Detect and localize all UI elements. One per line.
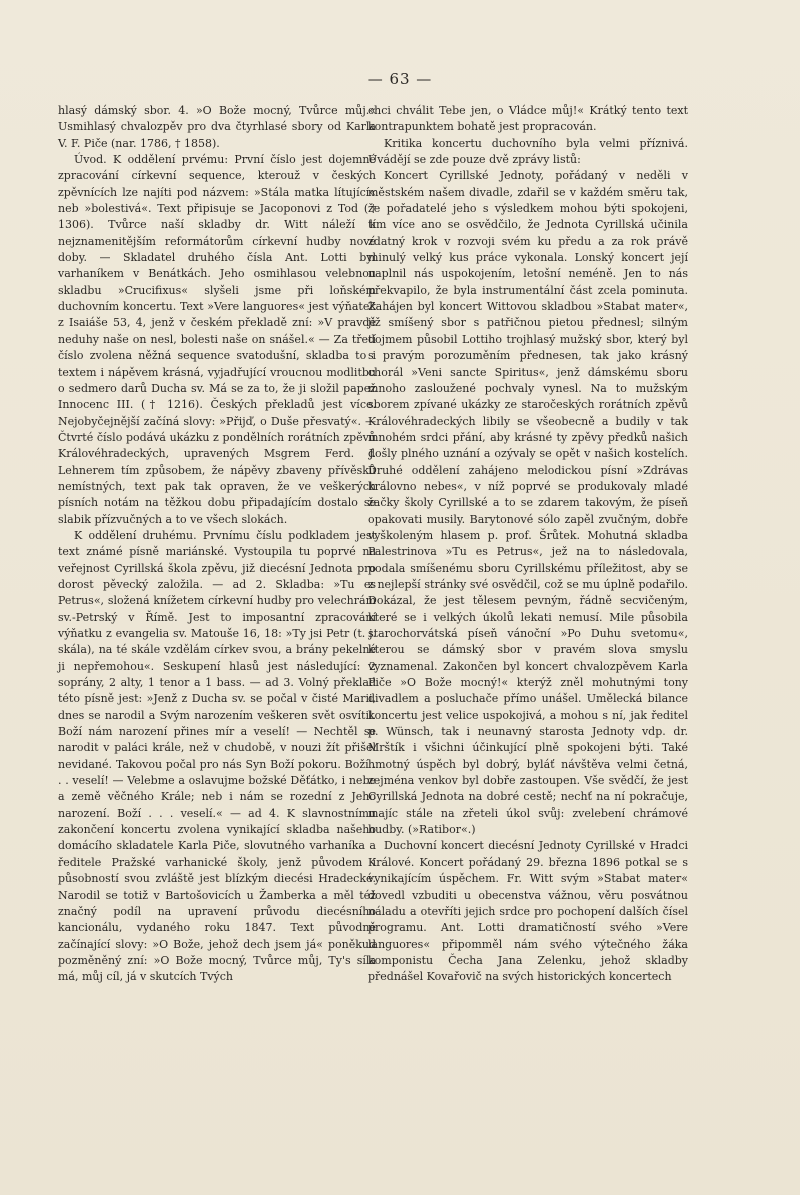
paragraph: Duchovní koncert diecésní Jednoty Cyrillské v Hradci Králové. Koncert pořádaný 29. března 1896 potkal se s vynikajícím úspěchem. Fr. Witt svým »Stabat mater« dovedl vzbuditi u obecenstva vážnou, věru posvátnou náladu a otevříti jejich srdce pro pochopení dalších čísel programu. Ant. Lotti dramatičností svého »Vere languores« připomměl nám svého výtečného žáka komponistu Čecha Jana Zelenku, jehož skladby přednášel Kovařovič na svých historických koncertech bbox=[368, 839, 688, 984]
paragraph: hlasý dámský sbor. 4. »O Bože mocný, Tvůrce můj.« Usmihlasý chvalozpěv pro dva čtyrhlasé sbory od Karla V. F. Piče (nar. 1786, † 1858). bbox=[58, 104, 376, 150]
right-column bbox=[368, 103, 688, 986]
paragraph: Koncert Cyrillské Jednoty, pořádaný v neděli v městském našem divadle, zdařil se v každém směru tak, že pořadatelé jeho s výsledkem mohou býti spokojeni, tím více ano se osvědčilo, že Jednota Cyrillská učinila zdatný krok v rozvoji svém ku předu a za rok právě minulý velký kus práce vykonala. Lonský koncert její naplnil nás uspokojením, letošní neméně. Jen to nás překvapilo, že byla instrumentální část zcela pominuta. Zahájen byl koncert Wittovou skladbou »Stabat mater«, již smíšený sbor s patřičnou pietou přednesl; silným dojmem působil Lottiho trojhlasý mužský sbor, který byl s pravým porozuměním přednesen, tak jako krásný chorál »Veni sancte Spiritus«, jenž dámskému sboru mnoho zasloužené pochvaly vynesl. Na to mužským sborem zpívané ukázky ze staročeských rorátních zpěvů Královéhradeckých libily se všeobecně a budily v tak mnohém srdci přání, aby krásné ty zpěvy předků našich došly plného uznání a ozývaly se opět v našich kostelích. Druhé oddělení zahájeno melodickou písní »Zdrávas královno nebes«, v níž poprvé se produkovaly mladé žačky školy Cyrillské a to se zdarem takovým, že píseň opakovati musily. Barytonové sólo zapěl zvučným, dobře vyškoleným hlasem p. prof. Šrůtek. Mohutná skladba Palestrinova »Tu es Petrus«, jež na to následovala, podala smíšenému sboru Cyrillskému příležitost, aby se z nejlepší stránky své osvědčil, což se mu úplně podařilo. Dokázal, že jest tělesem pevným, řádně secvičeným, které se i velkých úkolů lekati nemusí. Mile působila starochorvátská píseň vánoční »Po Duhu svetomu«, kterou se dámský sbor v pravém slova smyslu vyznamenal. Zakončen byl koncert chvalozpěvem Karla Piče »O Bože mocný!« kterýž zněl mohutnými tony divadlem a posluchače přímo unášel. Umělecká bilance koncertu jest velice uspokojivá, a mohou s ní, jak ředitel p. Wünsch, tak i neunavný starosta Jednoty vdp. dr. Mrštík i všichni účinkující plně spokojeni býti. Také hmotný úspěch byl dobrý, byláť návštěva velmi četná, zejména venkov byl dobře zastoupen. Vše svědčí, že jest Cyrillská Jednota na dobré cestě; nechť na ní pokračuje, majíc stále na zřeteli úkol svůj: zvelebení chrámové hudby. (»Ratibor«.) bbox=[368, 169, 688, 837]
left-column bbox=[58, 103, 376, 986]
paragraph: K oddělení druhému. Prvnímu číslu podkladem jest text známé písně mariánské. Vystoupila tu poprvé na veřejnost Cyrillská škola zpěvu, již diecésní Jednota pro dorost pěvecký založila. — ad 2. Skladba: »Tu es Petrus«, složená knížetem církevní hudby pro velechrám sv.-Petrský v Římě. Jest to imposantní zpracování výňatku z evangelia sv. Matouše 16, 18: »Ty jsi Petr (t. j. skála), na té skále vzdělám církev svou, a brány pekelné ji nepřemohou«. Seskupení hlasů jest následující: 2 soprány, 2 alty, 1 tenor a 1 bass. — ad 3. Volný překlad této písně jest: »Jenž z Ducha sv. se počal v čisté Marii, dnes se narodil a Svým narozením veškeren svět osvítil. Boží nám narození přines mír a veselí! — Nechtěl se narodit v paláci krále, než v chudobě, v nouzi žít přišel nevidané. Takovou počal pro nás Syn Boží pokoru. Boží . . . veselí! — Velebme a oslavujme božské Děťátko, i nebe a země věčného Krále; neb i nám se rozední z Jeho narození. Boží . . . veselí.« — ad 4. K slavnostnímu zakončení koncertu zvolena vynikající skladba našeho domácího skladatele Karla Piče, slovutného varhaníka a ředitele Pražské varhanické školy, jenž původem i působností svou zvláště jest blízkým diecési Hradecké. Narodil se totiž v Bartošovicích u Žamberka a měl též značný podíl na upravení průvodu diecésního kancionálu, vydaného roku 1847. Text původně začínající slovy: »O Bože, jehož dech jsem já« poněkud pozměněný zní: »O Bože mocný, Tvůrce můj, Ty's síla má, můj cíl, já v skutcích Tvých bbox=[58, 528, 376, 984]
paragraph: Kritika koncertu duchovního byla velmi příznivá. Uvádějí se zde pouze dvě zprávy listů: bbox=[368, 136, 688, 167]
page-number: — 63 — bbox=[367, 70, 433, 88]
paragraph: Úvod. K oddělení prvému: První číslo jest dojemné zpracování církevní sequence, kterouž v českých zpěvnících lze najíti pod názvem: »Stála matka lítující« neb »bolestivá«. Text připisuje se Jacoponovi z Tod († 1306). Tvůrce naší skladby dr. Witt náleží k nejznamenitějším reformátorům církevní hudby nové doby. — Skladatel druhého čísla Ant. Lotti byl varhaníkem v Benátkách. Jeho osmihlasou velebnou skladbu »Crucifixus« slyšeli jsme při loňském duchovním koncertu. Text »Vere languores« jest výňatek z Isaiáše 53, 4, jenž v českém překladě zní: »V pravdě neduhy naše on nesl, bolesti naše on snášel.« — Za třetí číslo zvolena něžná sequence svatodušní, skladba to i textem i nápěvem krásná, vyjadřující vroucnou modlitbu o sedmero darů Ducha sv. Má se za to, že ji složil papež Innocenc III. († 1216). Českých překladů jest více. Nejobyčejnější začíná slovy: »Přijď, o Duše přesvatý«. — Čtvrté číslo podává ukázku z pondělních rorátních zpěvů Královéhradeckých, upravených Msgrem Ferd. J. Lehnerem tím způsobem, že nápěvy zbaveny přívěsků nemístných, text pak tak opraven, že ve veškerých písních notám na těžkou dobu připadajícím dostalo se slabik přízvučných a to ve všech slokách. bbox=[58, 153, 376, 526]
paragraph: chci chválit Tebe jen, o Vládce můj!« Krátký tento text kontrapunktem bohatě jest propracován. bbox=[368, 104, 688, 134]
